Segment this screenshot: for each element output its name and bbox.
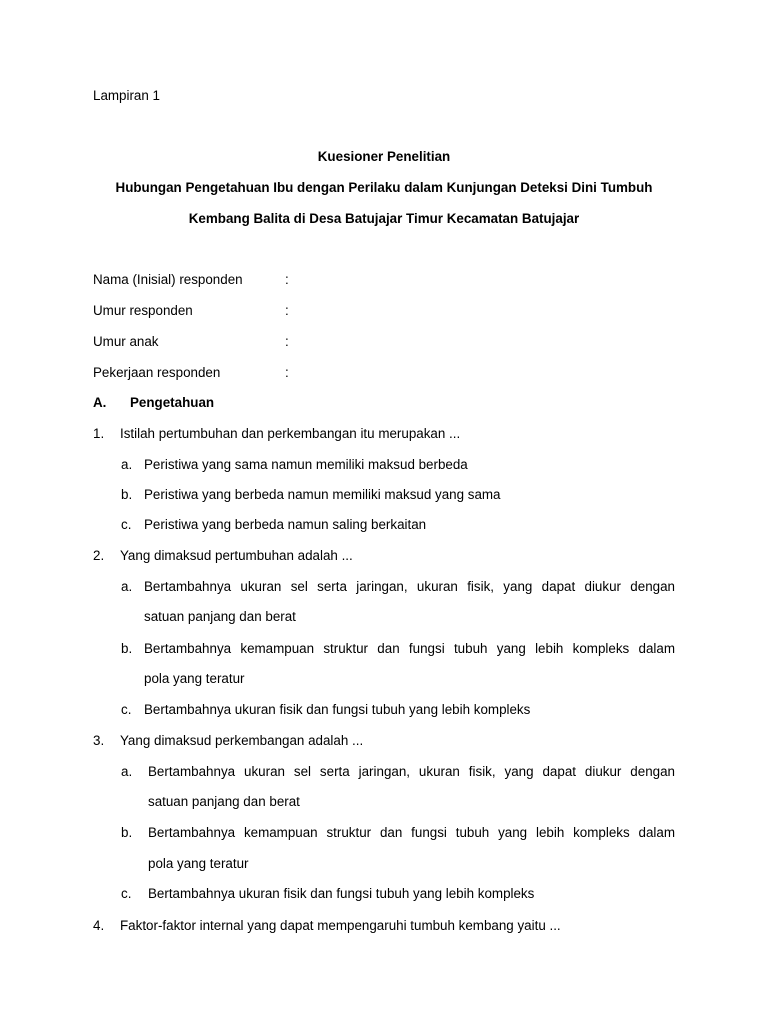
field-colon-name: : (285, 272, 289, 287)
question-3-text: Yang dimaksud perkembangan adalah ... (120, 733, 364, 748)
q2-option-b-letter: b. (121, 641, 133, 656)
q1-option-c-text: Peristiwa yang berbeda namun saling berkaitan (144, 517, 427, 532)
q2-option-a-text: Bertambahnya ukuran sel serta jaringan, ukuran fisik, yang dapat diukur dengan (144, 579, 675, 594)
q3-option-a-text-cont: satuan panjang dan berat (148, 794, 300, 809)
question-4-number: 4. (93, 918, 105, 933)
q3-option-a-text: Bertambahnya ukuran sel serta jaringan, ukuran fisik, yang dapat diukur dengan (148, 764, 675, 779)
q1-option-a-letter: a. (121, 457, 133, 472)
section-title: Pengetahuan (130, 395, 215, 410)
attachment-label: Lampiran 1 (93, 88, 160, 103)
q1-option-a-text: Peristiwa yang sama namun memiliki maksud berbeda (144, 457, 468, 472)
q3-option-b-letter: b. (121, 825, 133, 840)
q1-option-b-letter: b. (121, 487, 133, 502)
q2-option-c-letter: c. (121, 702, 132, 717)
field-label-child-age: Umur anak (93, 334, 159, 349)
field-label-age: Umur responden (93, 303, 193, 318)
q3-option-c-letter: c. (121, 886, 132, 901)
title-line-3: Kembang Balita di Desa Batujajar Timur Kecamatan Batujajar (188, 211, 580, 226)
question-1-text: Istilah pertumbuhan dan perkembangan itu merupakan ... (120, 426, 461, 441)
q3-option-b-text-cont: pola yang teratur (148, 856, 249, 871)
question-2-text: Yang dimaksud pertumbuhan adalah ... (120, 548, 353, 563)
field-colon-age: : (285, 303, 289, 318)
q2-option-b-text: Bertambahnya kemampuan struktur dan fungsi tubuh yang lebih kompleks dalam (144, 641, 675, 656)
field-label-name: Nama (Inisial) responden (93, 272, 243, 287)
q3-option-b-text: Bertambahnya kemampuan struktur dan fungsi tubuh yang lebih kompleks dalam (148, 825, 675, 840)
title-line-1: Kuesioner Penelitian (317, 149, 451, 164)
question-3-number: 3. (93, 733, 105, 748)
title-line-2: Hubungan Pengetahuan Ibu dengan Perilaku dalam Kunjungan Deteksi Dini Tumbuh (115, 180, 653, 195)
q2-option-b-text-cont: pola yang teratur (144, 671, 245, 686)
question-1-number: 1. (93, 426, 105, 441)
field-label-occupation: Pekerjaan responden (93, 365, 221, 380)
field-colon-child-age: : (285, 334, 289, 349)
question-4-text: Faktor-faktor internal yang dapat mempengaruhi tumbuh kembang yaitu ... (120, 918, 561, 933)
q3-option-c-text: Bertambahnya ukuran fisik dan fungsi tubuh yang lebih kompleks (148, 886, 535, 901)
q2-option-c-text: Bertambahnya ukuran fisik dan fungsi tubuh yang lebih kompleks (144, 702, 531, 717)
q1-option-c-letter: c. (121, 517, 132, 532)
q3-option-a-letter: a. (121, 764, 133, 779)
q2-option-a-text-cont: satuan panjang dan berat (144, 609, 296, 624)
section-letter: A. (93, 395, 107, 410)
field-colon-occupation: : (285, 365, 289, 380)
q2-option-a-letter: a. (121, 579, 133, 594)
q1-option-b-text: Peristiwa yang berbeda namun memiliki maksud yang sama (144, 487, 501, 502)
question-2-number: 2. (93, 548, 105, 563)
